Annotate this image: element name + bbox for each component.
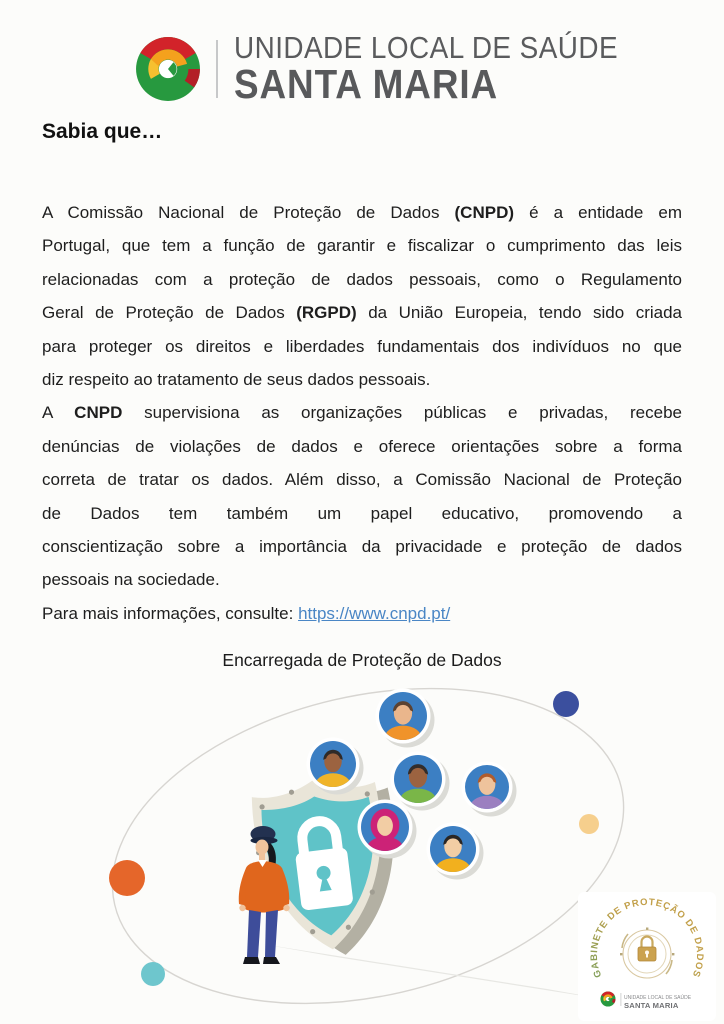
text: A	[42, 403, 75, 423]
page-title: Sabia que…	[42, 120, 163, 143]
bold-text: (CNPD)	[454, 203, 515, 222]
badge-dot	[620, 953, 622, 955]
data-protection-office-badge	[578, 892, 716, 1021]
text: é a entidade em	[514, 203, 682, 222]
text: conscientização sobre a importância da privacidade e proteção de dados	[42, 537, 682, 557]
text: da União Europeia, tendo sido criada	[356, 303, 683, 323]
org-name-line1: UNIDADE LOCAL DE SAÚDE	[234, 30, 619, 65]
avatar-woman-yellow	[427, 823, 484, 885]
text: A Comissão Nacional de Proteção de Dados	[42, 203, 455, 222]
text: relacionadas com a proteção de dados pessoais, como o Regulamento	[42, 269, 682, 289]
badge-arc-text: GABINETE DE PROTEÇÃO DE DADOS	[588, 896, 706, 980]
bold-text: (RGPD)	[296, 303, 357, 323]
badge-org-line1: UNIDADE LOCAL DE SAÚDE	[624, 995, 692, 1001]
badge-lock-icon	[638, 937, 656, 962]
text: para proteger os direitos e liberdades fundamentais dos indivíduos no que	[42, 336, 682, 356]
badge-dot	[672, 953, 674, 955]
cnpd-link[interactable]: https://www.cnpd.pt/	[298, 603, 451, 623]
dot-navy	[553, 691, 579, 717]
shield-shadow	[262, 944, 615, 1001]
avatar-man-orange	[376, 689, 435, 754]
avatar-woman-purple	[462, 762, 517, 822]
badge-dot	[646, 928, 648, 930]
illustration-caption: Encarregada de Proteção de Dados	[222, 650, 502, 670]
bold-text: CNPD	[74, 403, 123, 423]
text: Geral de Proteção de Dados	[42, 303, 297, 323]
text: Para mais informações, consulte:	[42, 603, 299, 623]
text: correta de tratar os dados. Além disso, a Comissão Nacional de Proteção	[42, 470, 682, 490]
dot-orange	[109, 860, 145, 896]
text: denúncias de violações de dados e oferece orientações sobre a forma	[42, 436, 682, 456]
text: pessoais na sociedade.	[42, 570, 220, 590]
text: de Dados tem também um papel educativo, promovendo a	[42, 503, 682, 523]
badge-org-line2: SANTA MARIA	[624, 1001, 679, 1010]
text: supervisiona as organizações públicas e privadas, recebe	[122, 403, 682, 423]
dot-teal	[141, 962, 165, 986]
badge-org-logo	[600, 991, 691, 1010]
org-name-line2: SANTA MARIA	[234, 61, 499, 107]
text: diz respeito ao tratamento de seus dados pessoais.	[42, 370, 431, 390]
dot-yellow	[579, 814, 599, 834]
text: Portugal, que tem a função de garantir e fiscalizar o cumprimento das leis	[42, 236, 682, 256]
